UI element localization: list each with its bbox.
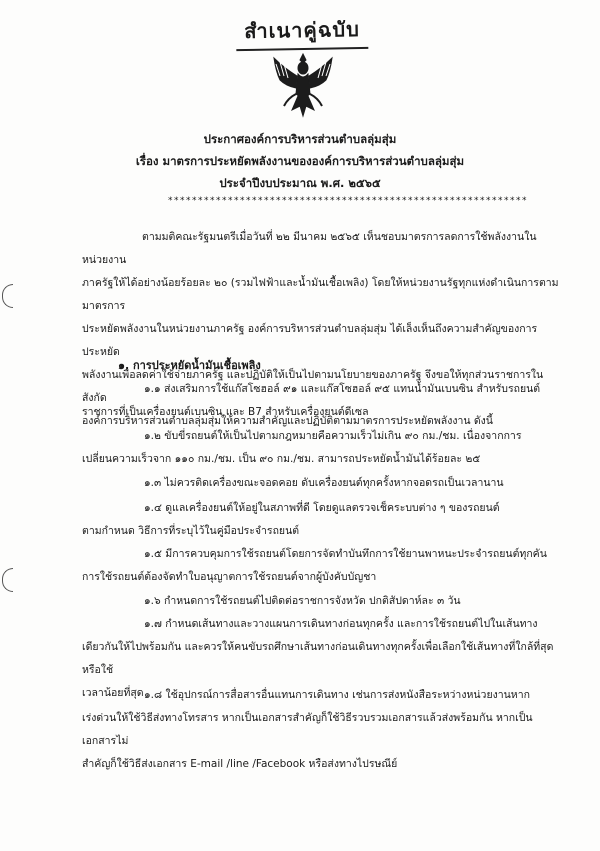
- item-line: การใช้รถยนต์ต้องจัดทำใบอนุญาตการใช้รถยนต์จากผู้บังคับบัญชา: [82, 571, 377, 583]
- announcement-title: ประกาศองค์การบริหารส่วนตำบลลุ่มสุ่ม: [203, 132, 397, 146]
- copy-stamp-text: สำเนาคู่ฉบับ: [244, 16, 360, 44]
- item-line: ตามกำหนด วิธีการที่ระบุไว้ในคู่มือประจำรถยนต์: [82, 525, 300, 537]
- intro-line: องค์การบริหารส่วนตำบลลุ่มสุ่มให้ความสำคัญและปฏิบัติตามมาตรการประหยัดพลังงาน ดังนี้: [82, 415, 493, 427]
- list-item: [82, 378, 566, 424]
- item-line: เดียวกันให้ไปพร้อมกัน และควรให้คนขับรถศึกษาเส้นทางก่อนเดินทางทุกครั้งเพื่อเลือกใช้เส้นทางที่ใกล้ที่สุดหรือใช้: [82, 641, 554, 676]
- item-line: ๑.๗ กำหนดเส้นทางและวางแผนการเดินทางก่อนทุกครั้ง และการใช้รถยนต์ไปในเส้นทาง: [144, 618, 538, 630]
- intro-line: ตามมติคณะรัฐมนตรีเมื่อวันที่ ๒๒ มีนาคม ๒๕๖๕ เห็นชอบมาตรการลดการใช้พลังงานในหน่วยงาน: [82, 231, 537, 266]
- item-line: ๑.๘ ใช้อุปกรณ์การสื่อสารอื่นแทนการเดินทาง เช่นการส่งหนังสือระหว่างหน่วยงานหาก: [144, 689, 530, 701]
- list-item: [82, 497, 566, 543]
- item-line: สำคัญก็ใช้วิธีส่งเอกสาร E-mail /line /Facebook หรือส่งทางไปรษณีย์: [82, 758, 398, 770]
- item-line: ๑.๖ กำหนดการใช้รถยนต์ไปติดต่อราชการจังหวัด ปกติสัปดาห์ละ ๓ วัน: [144, 595, 461, 607]
- intro-line: พลังงานเพื่อลดค่าใช้จ่ายภาครัฐ และปฏิบัติให้เป็นไปตามนโยบายของภาครัฐ จึงขอให้ทุกส่วนราชการในสังกัด: [82, 369, 544, 404]
- item-line: เวลาน้อยที่สุด: [82, 687, 144, 699]
- item-line: ๑.๕ มีการควบคุมการใช้รถยนต์โดยการจัดทำบันทึกการใช้ยานพาหนะประจำรถยนต์ทุกคัน: [144, 548, 547, 560]
- list-item: [82, 472, 566, 495]
- item-line: ๑.๓ ไม่ควรติดเครื่องขณะจอดคอย ดับเครื่องยนต์ทุกครั้งหากจอดรถเป็นเวลานาน: [144, 477, 504, 489]
- punch-hole-mark: [2, 284, 13, 308]
- separator-stars: ************************************************************: [168, 196, 528, 206]
- item-line: ๑.๒ ขับขี่รถยนต์ให้เป็นไปตามกฎหมายคือความเร็วไม่เกิน ๙๐ กม./ชม. เนื่องจากการ: [144, 430, 522, 442]
- item-line: เปลี่ยนความเร็วจาก ๑๑๐ กม./ชม. เป็น ๙๐ กม./ชม. สามารถประหยัดน้ำมันได้ร้อยละ ๒๕: [82, 453, 481, 465]
- intro-line: ภาครัฐให้ได้อย่างน้อยร้อยละ ๒๐ (รวมไฟฟ้าและน้ำมันเชื้อเพลิง) โดยให้หน่วยงานรัฐทุกแห่งดำเนินการตามมาตรการ: [82, 277, 559, 312]
- section-heading: ๑. การประหยัดน้ำมันเชื้อเพลิง: [118, 359, 261, 372]
- list-item: [82, 684, 566, 776]
- announcement-subject: เรื่อง มาตรการประหยัดพลังงานขององค์การบริหารส่วนตำบลลุ่มสุ่ม: [135, 154, 465, 168]
- list-item: [82, 543, 566, 589]
- item-line: เร่งด่วนให้ใช้วิธีส่งทางโทรสาร หากเป็นเอกสารสำคัญก็ใช้วิธีรวบรวมเอกสารแล้วส่งพร้อมกัน หากเป็นเอกสารไม่: [82, 712, 533, 747]
- item-line: ๑.๔ ดูแลเครื่องยนต์ให้อยู่ในสภาพที่ดี โดยดูแลตรวจเช็คระบบต่าง ๆ ของรถยนต์: [144, 502, 500, 514]
- list-item: [82, 425, 566, 471]
- copy-stamp: [232, 13, 373, 47]
- item-line: ราชการที่เป็นเครื่องยนต์เบนซิน และ B7 สำหรับเครื่องยนต์ดีเซล: [82, 406, 369, 418]
- intro-line: ประหยัดพลังงานในหน่วยงานภาครัฐ องค์การบริหารส่วนตำบลลุ่มสุ่ม ได้เล็งเห็นถึงความสำคัญของการประหยัด: [82, 323, 538, 358]
- item-line: ๑.๑ ส่งเสริมการใช้แก๊สโซฮอล์ ๙๑ และแก๊สโซฮอล์ ๙๕ แทนน้ำมันเบนซิน สำหรับรถยนต์: [144, 383, 541, 395]
- fiscal-year: ประจำปีงบประมาณ พ.ศ. ๒๕๖๕: [219, 176, 381, 190]
- list-item: [82, 590, 566, 613]
- garuda-emblem-icon: [270, 50, 336, 120]
- punch-hole-mark: [2, 568, 13, 592]
